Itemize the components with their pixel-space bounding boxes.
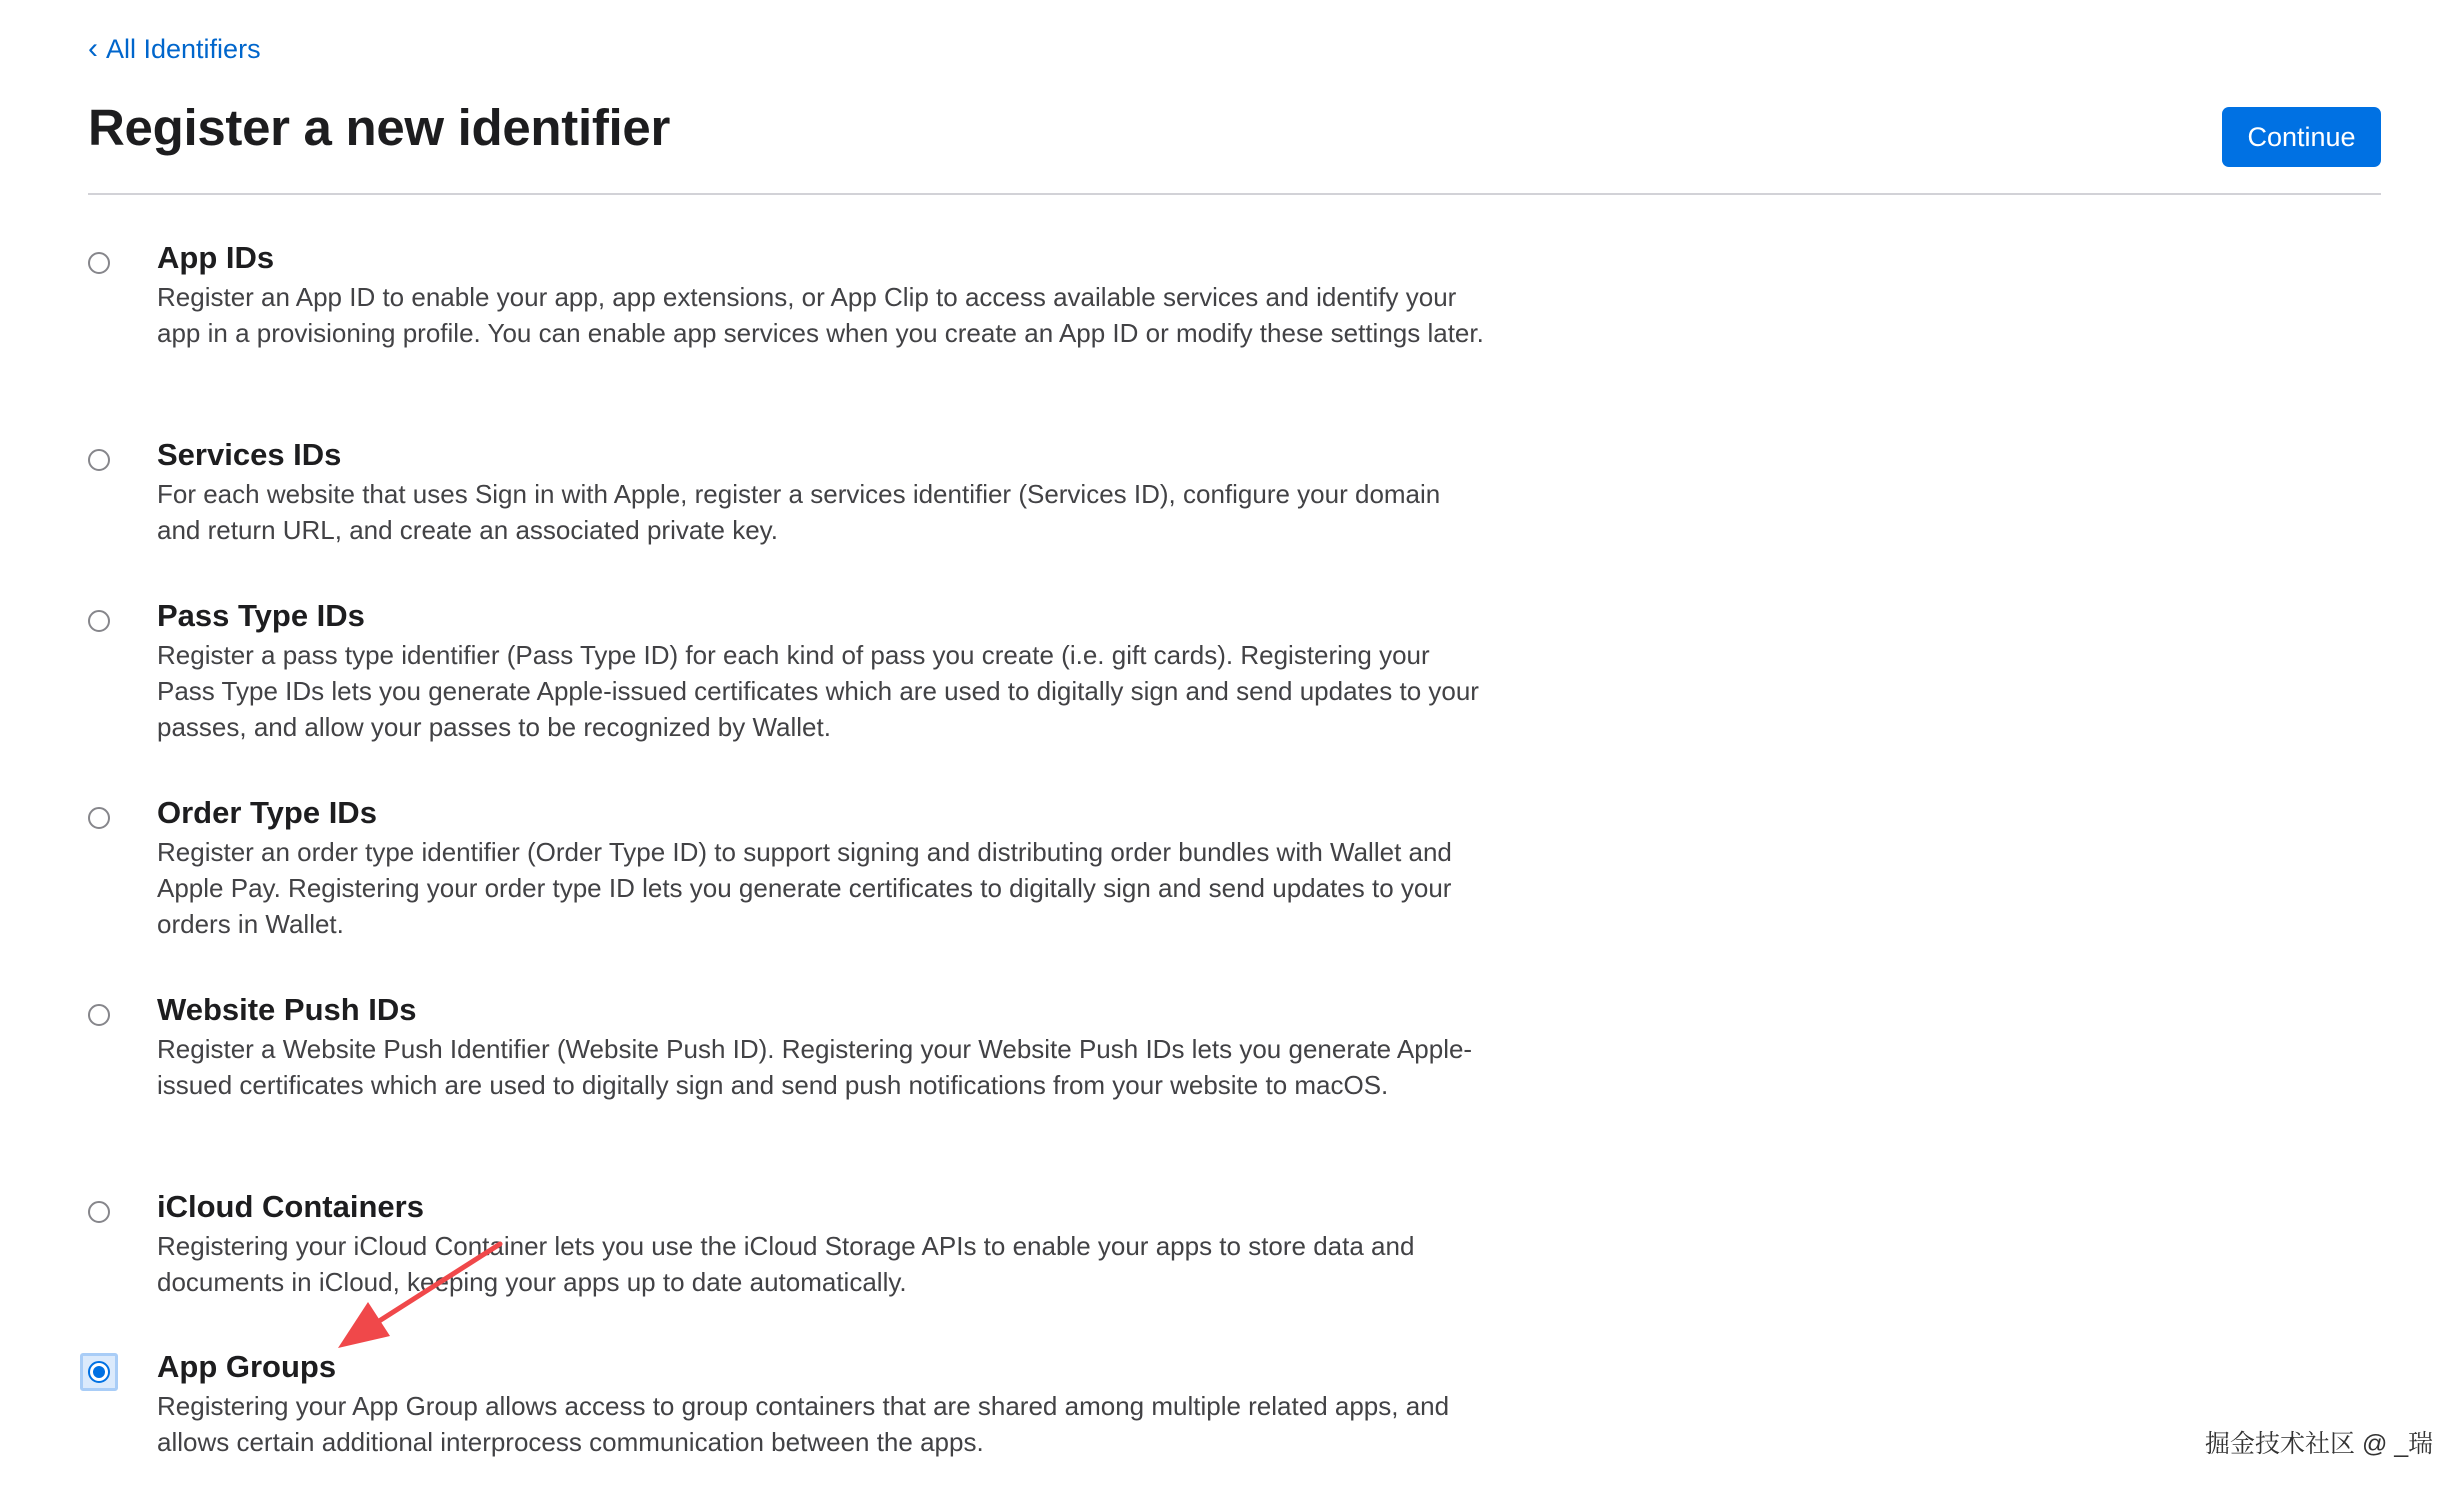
continue-button[interactable]: Continue: [2222, 107, 2381, 167]
back-to-all-identifiers-link[interactable]: [88, 31, 261, 65]
option-title: Website Push IDs: [157, 992, 417, 1027]
option-description: For each website that uses Sign in with Apple, register a services identifier (Services ID), configure your domain and return URL, and create an associated private key.: [157, 479, 1441, 545]
option-title: Pass Type IDs: [157, 598, 365, 633]
option-description: Register an App ID to enable your app, app extensions, or App Clip to access available services and identify your app in a provisioning profile. You can enable app services when you create an App ID or modify these settings later.: [157, 282, 1484, 348]
radio-order-type-ids[interactable]: [88, 807, 110, 829]
header-divider: [88, 193, 2381, 195]
option-description: Register a Website Push Identifier (Website Push ID). Registering your Website Push IDs lets you generate Apple-issued certificates which are used to digitally sign and send push notifications from your website to macOS.: [157, 1034, 1473, 1100]
page-title: Register a new identifier: [88, 99, 670, 156]
option-title: iCloud Containers: [157, 1189, 424, 1224]
radio-app-groups[interactable]: [88, 1361, 110, 1383]
option-description: Registering your App Group allows access to group containers that are shared among multiple related apps, and allows certain additional interprocess communication between the apps.: [157, 1391, 1450, 1457]
radio-services-ids[interactable]: [88, 449, 110, 471]
radio-website-push-ids[interactable]: [88, 1004, 110, 1026]
option-title: Services IDs: [157, 437, 342, 472]
option-description: Registering your iCloud Container lets you use the iCloud Storage APIs to enable your apps to store data and documents in iCloud, keeping your apps up to date automatically.: [157, 1231, 1415, 1297]
option-description: Register a pass type identifier (Pass Type ID) for each kind of pass you create (i.e. gift cards). Registering your Pass Type IDs lets you generate Apple-issued certificates which are used to digitally sign and send updates to your passes, and allow your passes to be recognized by Wallet.: [157, 640, 1479, 742]
radio-app-ids[interactable]: [88, 252, 110, 274]
watermark: 掘金技术社区 @ _瑞: [2205, 1430, 2434, 1458]
option-title: Order Type IDs: [157, 795, 377, 830]
chevron-left-icon: ‹: [88, 31, 98, 65]
option-title: App Groups: [157, 1349, 337, 1384]
option-title: App IDs: [157, 240, 275, 275]
back-link-label: All Identifiers: [106, 34, 261, 64]
radio-pass-type-ids[interactable]: [88, 610, 110, 632]
option-description: Register an order type identifier (Order Type ID) to support signing and distributing order bundles with Wallet and Apple Pay. Registering your order type ID lets you generate certificates to digitally sign and send updates to your orders in Wallet.: [157, 837, 1452, 939]
annotation-arrow-icon: [320, 1240, 520, 1355]
radio-icloud-containers[interactable]: [88, 1201, 110, 1223]
